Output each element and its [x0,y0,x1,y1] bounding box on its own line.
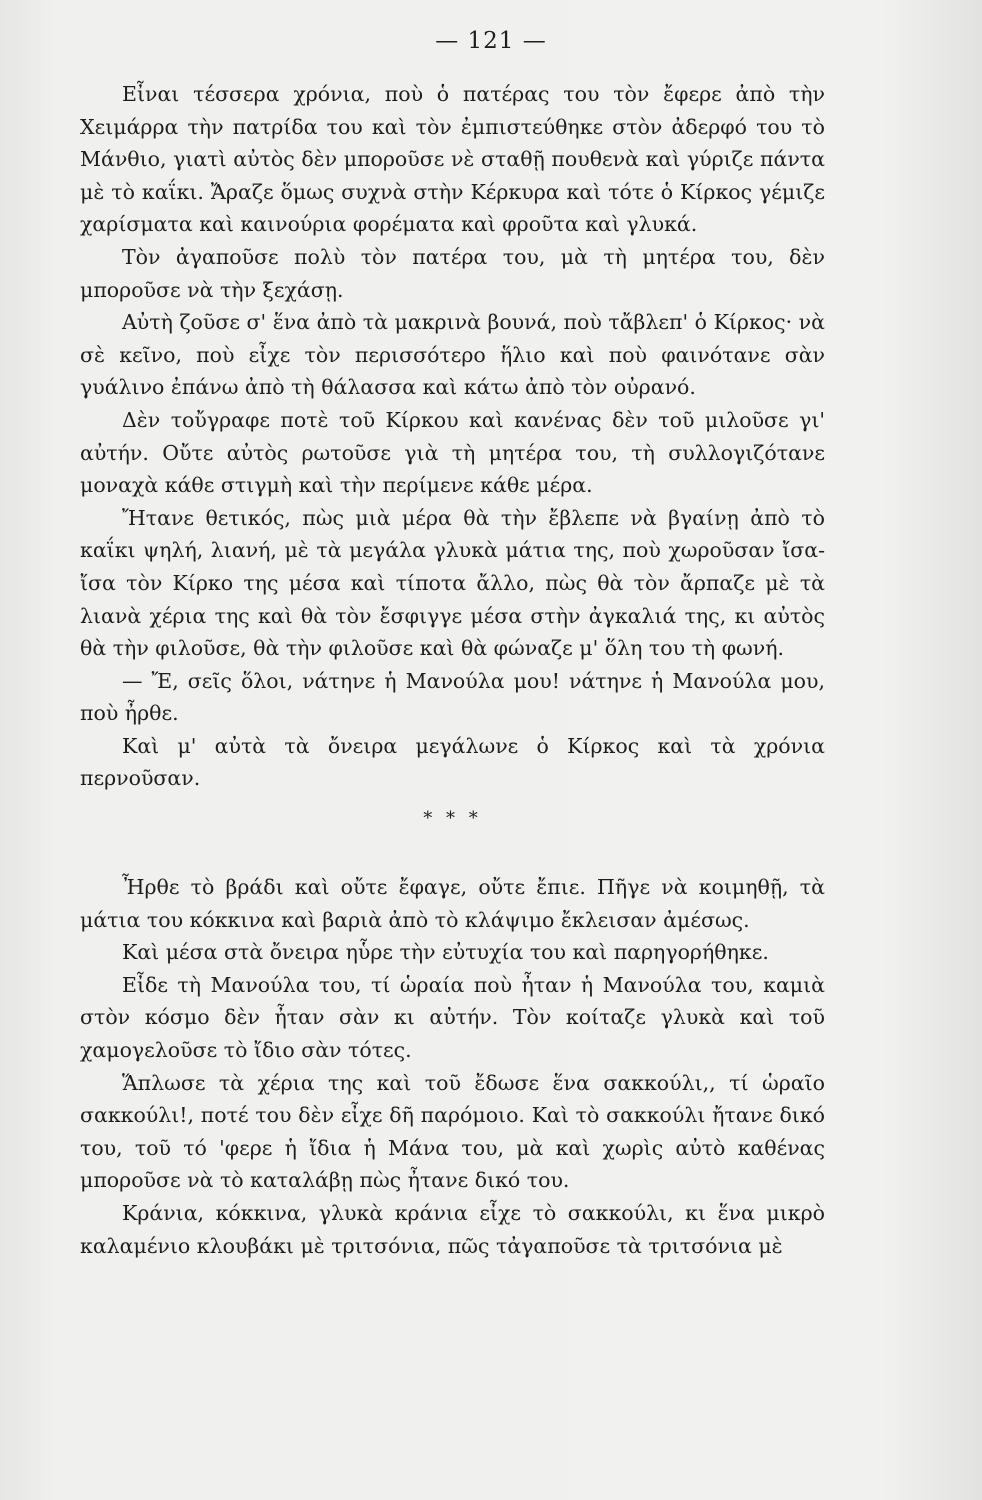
paragraph: Δὲν τοὔγραφε ποτὲ τοῦ Κίρκου καὶ κανένας δὲν τοῦ μιλοῦσε γι' αὐτήν. Οὔτε αὐτὸς ρωτοῦσε γιὰ τὴ μητέρα του, τὴ συλλογιζότανε μοναχὰ κάθε στιγμὴ καὶ τὴν περίμενε κάθε μέρα. [80,407,825,498]
page-text [80,78,825,1262]
paragraph: Καὶ μέσα στὰ ὄνειρα ηὗρε τὴν εὐτυχία του καὶ παρηγορήθηκε. [122,940,769,965]
paragraph: Τὸν ἀγαποῦσε πολὺ τὸν πατέρα του, μὰ τὴ μητέρα του, δὲν μποροῦσε νὰ τὴν ξεχάσῃ. [80,244,825,302]
paragraph: Κράνια, κόκκινα, γλυκὰ κράνια εἶχε τὸ σακκούλι, κι ἕνα μικρὸ καλαμένιο κλουβάκι μὲ τριτσόνια, πῶς τἀγαποῦσε τὰ τριτσόνια μὲ [80,1201,825,1258]
paragraph: Εἶδε τὴ Μανούλα του, τί ὡραία ποὺ ἦταν ἡ Μανούλα του, καμιὰ στὸν κόσμο δὲν ἦταν σὰν κι αὐτήν. Τὸν κοίταζε γλυκὰ καὶ τοῦ χαμογελοῦσε τὸ ἴδιο σὰν τότες. [80,972,825,1063]
dialogue-line: — Ἔ, σεῖς ὅλοι, νάτηνε ἡ Μανούλα μου! νάτηνε ἡ Μανούλα μου, ποὺ ἦρθε. [80,668,825,726]
section-separator: * * * [423,808,482,830]
paragraph: Ἤτανε θετικός, πὼς μιὰ μέρα θὰ τὴν ἔβλεπε νὰ βγαίνῃ ἀπὸ τὸ καΐκι ψηλή, λιανή, μὲ τὰ μεγάλα γλυκὰ μάτια της, ποὺ χωροῦσαν ἴσα-ἴσα τὸν Κίρκο της μέσα καὶ τίποτα ἄλλο, πὼς θὰ τὸν ἄρπαζε μὲ τὰ λιανὰ χέρια της καὶ θὰ τὸν ἔσφιγγε μέσα στὴν ἀγκαλιά της, κι αὐτὸς θὰ τὴν φιλοῦσε, θὰ τὴν φιλοῦσε καὶ θὰ φώναζε μ' ὅλη του τὴ φωνή. [80,505,825,661]
paragraph: Ἦρθε τὸ βράδι καὶ οὔτε ἔφαγε, οὔτε ἔπιε. Πῆγε νὰ κοιμηθῇ, τὰ μάτια του κόκκινα καὶ βαριὰ ἀπὸ τὸ κλάψιμο ἔκλεισαν ἀμέσως. [80,875,825,932]
paragraph: Εἶναι τέσσερα χρόνια, ποὺ ὁ πατέρας του τὸν ἔφερε ἀπὸ τὴν Χειμάρρα τὴν πατρίδα του καὶ τὸν ἐμπιστεύθηκε στὸν ἀδερφό του τὸ Μάνθιο, γιατὶ αὐτὸς δὲν μποροῦσε νὲ σταθῇ πουθενὰ καὶ γύριζε πάντα μὲ τὸ καΐκι. Ἄραζε ὅμως συχνὰ στὴν Κέρκυρα καὶ τότε ὁ Κίρκος γέμιζε χαρίσματα καὶ καινούρια φορέματα καὶ φροῦτα καὶ γλυκά. [80,82,825,237]
paragraph: Καὶ μ' αὐτὰ τὰ ὄνειρα μεγάλωνε ὁ Κίρκος καὶ τὰ χρόνια περνοῦσαν. [80,733,825,791]
paragraph: Αὐτὴ ζοῦσε σ' ἕνα ἀπὸ τὰ μακρινὰ βουνά, ποὺ τἄβλεπ' ὁ Κίρκος· νὰ σὲ κεῖνο, ποὺ εἶχε τὸν περισσότερο ἥλιο καὶ ποὺ φαινότανε σὰν γυάλινο ἐπάνω ἀπὸ τὴ θάλασσα καὶ κάτω ἀπὸ τὸν οὐρανό. [80,310,825,400]
page-number: — 121 — [435,28,547,54]
paragraph: Ἅπλωσε τὰ χέρια της καὶ τοῦ ἔδωσε ἕνα σακκούλι,, τί ὡραῖο σακκούλι!, ποτέ του δὲν εἶχε δῆ παρόμοιο. Καὶ τὸ σακκούλι ἤτανε δικό του, τοῦ τό 'φερε ἡ ἴδια ἡ Μάνα του, μὰ καὶ χωρὶς αὐτὸ καθένας μποροῦσε νὰ τὸ καταλάβῃ πὼς ἦτανε δικό του. [80,1070,825,1193]
